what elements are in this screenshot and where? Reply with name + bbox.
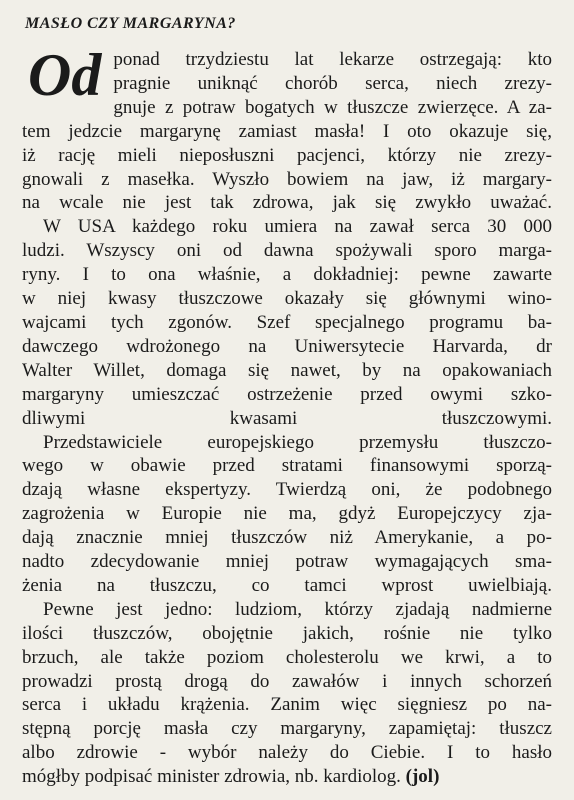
text-line: ryny. I to ona właśnie, a dokładniej: pewne zawarte [22, 264, 552, 286]
paragraph-2 [22, 215, 552, 430]
text-line: stępną porcję masła czy margaryny, zapamiętaj: tłuszcz [22, 718, 552, 740]
text-line: gnuje z potraw bogatych w tłuszcze zwierzęce. A za- [113, 96, 552, 118]
text-line: dawczego wdrożonego na Uniwersytecie Harvarda, dr [22, 335, 552, 357]
text-line: na wcale nie jest tak zdrowa, jak się zwykło uważać. [22, 192, 552, 214]
text-line: serca i układu krążenia. Zanim więc sięgniesz po na- [22, 694, 552, 716]
text-line: dliwymi kwasami tłuszczowymi. [22, 407, 552, 429]
text-line: ludzi. Wszyscy oni od dawna spożywali sporo marga- [22, 240, 552, 262]
text-line: iż rację mieli nieposłuszni pacjenci, którzy nie zrezy- [22, 144, 552, 166]
text-line: w niej kwasy tłuszczowe okazały się głównymi wino- [22, 288, 552, 310]
text-line: zagrożenia w Europie nie ma, gdyż Europejczycy zja- [22, 503, 552, 525]
text-line: brzuch, ale także poziom cholesterolu we krwi, a to [22, 646, 552, 668]
paragraph-1 [22, 42, 552, 215]
text-line: W USA każdego roku umiera na zawał serca 30 000 [43, 216, 552, 238]
text-line: mógłby podpisać minister zdrowia, nb. kardiolog. [22, 766, 401, 788]
paragraph-3 [22, 431, 552, 598]
text-line: Przedstawiciele europejskiego przemysłu tłuszczo- [43, 431, 552, 453]
text-line: tem jedzcie margarynę zamiast masła! I oto okazuje się, [22, 120, 552, 142]
article-title: MASŁO CZY MARGARYNA? [25, 15, 236, 32]
text-line: żenia na tłuszczu, co tamci wprost uwielbiają. [22, 574, 552, 596]
text-line: ponad trzydziestu lat lekarze ostrzegają: kto [113, 49, 552, 70]
paragraph-4 [22, 598, 552, 789]
text-line: Walter Willet, domaga się nawet, by na opakowaniach [22, 359, 552, 381]
text-line: ilości tłuszczów, obojętnie jakich, rośnie nie tylko [22, 622, 552, 644]
text-line: wego w obawie przed stratami finansowymi sporzą- [22, 455, 552, 477]
text-line: prowadzi prostą drogą do zawałów i innych schorzeń [22, 670, 552, 692]
text-line: gnowali z masełka. Wyszło bowiem na jaw, iż margary- [22, 168, 552, 190]
text-line: wajcami tych zgonów. Szef specjalnego programu ba- [22, 311, 552, 333]
text-line: margaryny umieszczać ostrzeżenie przed owymi szko- [22, 383, 552, 405]
text-line: dzają własne ekspertyzy. Twierdzą oni, że podobnego [22, 479, 552, 501]
text-line: dają znacznie mniej tłuszczów niż Amerykanie, a po- [22, 527, 552, 549]
text-line: pragnie uniknąć chorób serca, niech zrezy- [113, 72, 552, 94]
text-line: nadto zdecydowanie mniej potraw wymagających sma- [22, 551, 552, 573]
text-line: Pewne jest jedno: ludziom, którzy zjadają nadmierne [43, 598, 552, 620]
author-signature: (jol) [405, 766, 440, 788]
drop-cap: Od [28, 42, 102, 108]
text-line: albo zdrowie - wybór należy do Ciebie. I to hasło [22, 742, 552, 764]
